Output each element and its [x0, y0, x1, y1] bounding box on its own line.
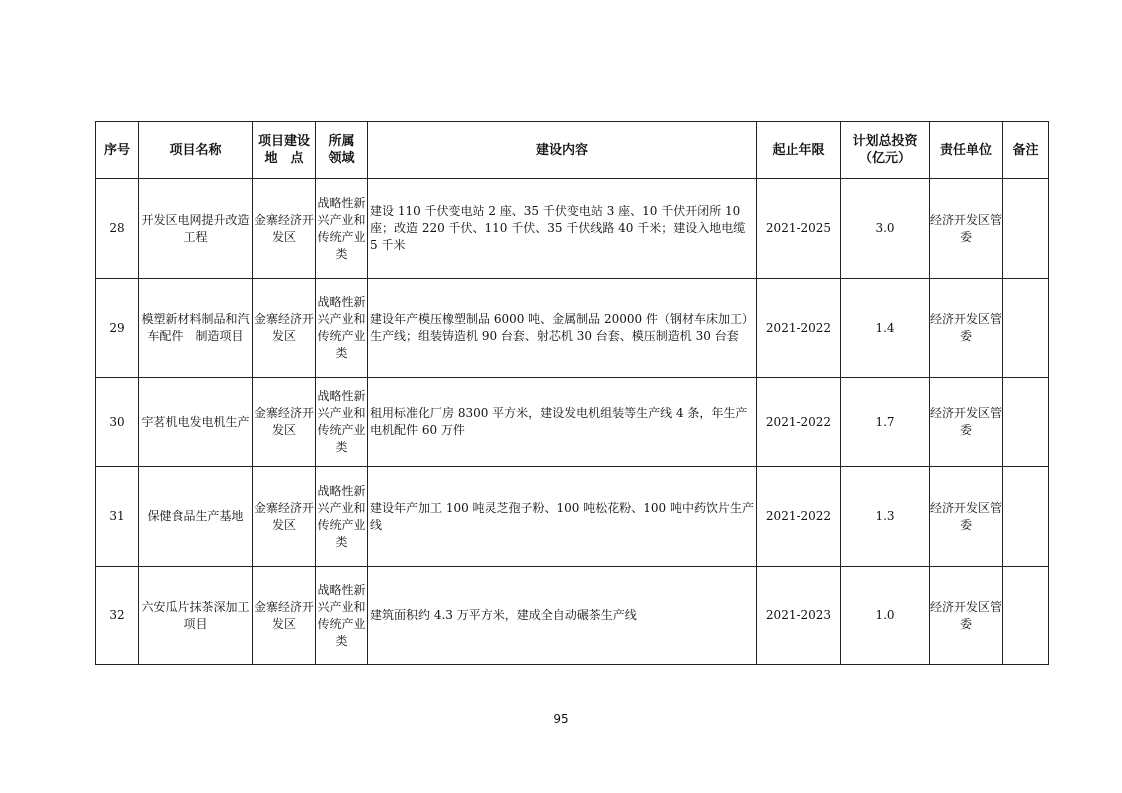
cell-remarks: [1003, 567, 1049, 665]
cell-field: 战略性新兴产业和传统产业类: [316, 567, 368, 665]
cell-remarks: [1003, 378, 1049, 467]
cell-period: 2021-2023: [757, 567, 841, 665]
cell-seq: 32: [96, 567, 139, 665]
cell-location: 金寨经济开发区: [253, 567, 316, 665]
cell-name: 模塑新材料制品和汽车配件 制造项目: [139, 279, 253, 378]
cell-investment: 1.4: [841, 279, 930, 378]
cell-field: 战略性新兴产业和传统产业类: [316, 279, 368, 378]
cell-unit: 经济开发区管委: [930, 279, 1003, 378]
header-row: [96, 122, 1049, 179]
cell-period: 2021-2022: [757, 378, 841, 467]
cell-remarks: [1003, 179, 1049, 279]
cell-location: 金寨经济开发区: [253, 378, 316, 467]
cell-period: 2021-2025: [757, 179, 841, 279]
cell-seq: 30: [96, 378, 139, 467]
header-investment-line1: 计划总投资: [852, 134, 918, 149]
cell-name: 六安瓜片抹茶深加工项目: [139, 567, 253, 665]
table-row: [96, 467, 1049, 567]
cell-period: 2021-2022: [757, 279, 841, 378]
header-content: 建设内容: [368, 122, 757, 179]
cell-name: 宇茗机电发电机生产: [139, 378, 253, 467]
cell-content: 建设年产模压橡塑制品 6000 吨、金属制品 20000 件（钢材车床加工）生产线；组装铸造机 90 台套、射芯机 30 台套、模压制造机 30 台套: [368, 279, 757, 378]
cell-unit: 经济开发区管委: [930, 567, 1003, 665]
header-field-line1: 所属: [328, 134, 355, 149]
header-field-line2: 领域: [328, 151, 355, 166]
cell-field: 战略性新兴产业和传统产业类: [316, 378, 368, 467]
cell-seq: 28: [96, 179, 139, 279]
header-seq: 序号: [96, 122, 139, 179]
header-location-line2: 地 点: [264, 151, 304, 166]
cell-content: 建设年产加工 100 吨灵芝孢子粉、100 吨松花粉、100 吨中药饮片生产线: [368, 467, 757, 567]
cell-name: 开发区电网提升改造工程: [139, 179, 253, 279]
table-row: [96, 378, 1049, 467]
header-remarks: 备注: [1003, 122, 1049, 179]
cell-unit: 经济开发区管委: [930, 179, 1003, 279]
cell-investment: 1.3: [841, 467, 930, 567]
header-unit: 责任单位: [930, 122, 1003, 179]
cell-field: 战略性新兴产业和传统产业类: [316, 179, 368, 279]
cell-investment: 1.0: [841, 567, 930, 665]
cell-content: 建筑面积约 4.3 万平方米，建成全自动碾茶生产线: [368, 567, 757, 665]
cell-investment: 3.0: [841, 179, 930, 279]
cell-location: 金寨经济开发区: [253, 179, 316, 279]
cell-unit: 经济开发区管委: [930, 467, 1003, 567]
cell-seq: 31: [96, 467, 139, 567]
header-location: [253, 122, 316, 179]
cell-location: 金寨经济开发区: [253, 467, 316, 567]
cell-name: 保健食品生产基地: [139, 467, 253, 567]
cell-content: 租用标准化厂房 8300 平方米，建设发电机组装等生产线 4 条，年生产电机配件 60 万件: [368, 378, 757, 467]
cell-remarks: [1003, 279, 1049, 378]
cell-period: 2021-2022: [757, 467, 841, 567]
page-number: 95: [553, 712, 569, 726]
cell-field: 战略性新兴产业和传统产业类: [316, 467, 368, 567]
cell-content: 建设 110 千伏变电站 2 座、35 千伏变电站 3 座、10 千伏开闭所 10 座；改造 220 千伏、110 千伏、35 千伏线路 40 千米；建设入地电缆 5 千米: [368, 179, 757, 279]
header-investment: [841, 122, 930, 179]
header-investment-line2: （亿元）: [858, 151, 911, 166]
table-row: [96, 179, 1049, 279]
header-location-line1: 项目建设: [257, 134, 310, 149]
header-field: [316, 122, 368, 179]
cell-remarks: [1003, 467, 1049, 567]
table-row: [96, 279, 1049, 378]
cell-seq: 29: [96, 279, 139, 378]
cell-investment: 1.7: [841, 378, 930, 467]
projects-table: [95, 121, 1049, 665]
cell-location: 金寨经济开发区: [253, 279, 316, 378]
cell-unit: 经济开发区管委: [930, 378, 1003, 467]
header-name: 项目名称: [139, 122, 253, 179]
header-period: 起止年限: [757, 122, 841, 179]
table-row: [96, 567, 1049, 665]
